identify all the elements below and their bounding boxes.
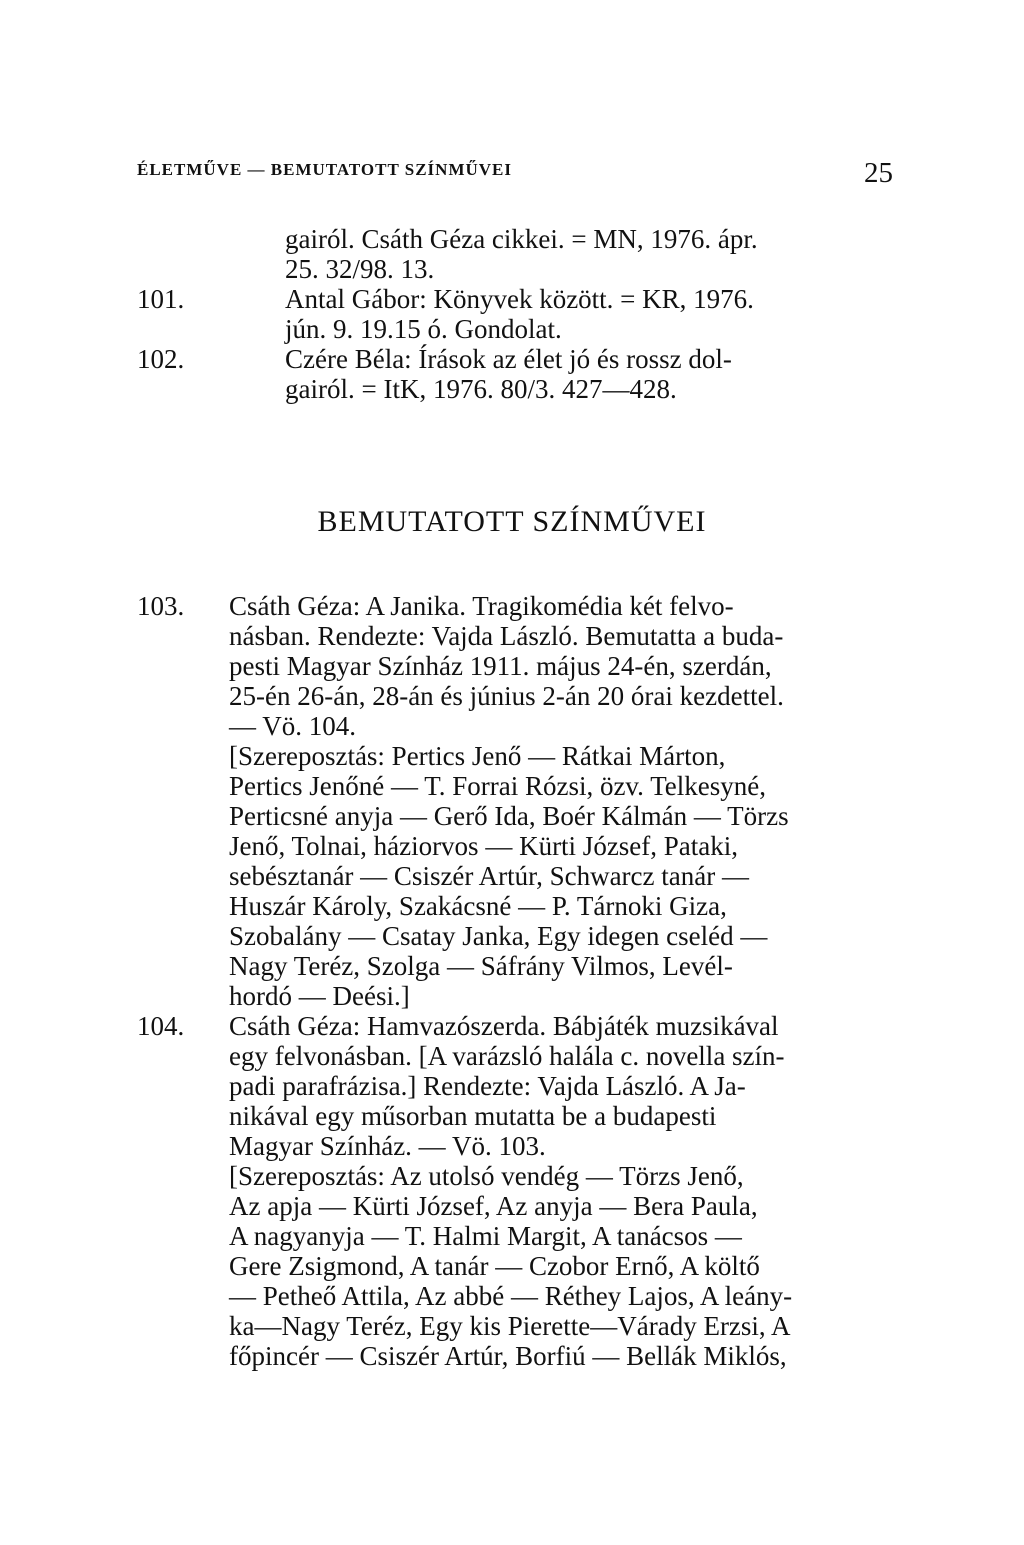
entry-line xyxy=(137,1221,897,1251)
entry-line xyxy=(137,891,897,921)
entry-text: Gere Zsigmond, A tanár — Czobor Ernő, A költő xyxy=(229,1251,760,1281)
entry-text: A nagyanyja — T. Halmi Margit, A tanácsos — xyxy=(229,1221,742,1251)
entry-text: Magyar Színház. — Vö. 103. xyxy=(229,1131,546,1161)
entry-line xyxy=(137,861,897,891)
entry-line xyxy=(137,1041,897,1071)
entry-text: Csáth Géza: A Janika. Tragikomédia két felvo- xyxy=(229,591,734,621)
entry-text: — Vö. 104. xyxy=(229,711,357,741)
performed-plays-list xyxy=(137,591,897,1371)
entry-text: Pertics Jenőné — T. Forrai Rózsi, özv. Telkesyné, xyxy=(229,771,767,801)
entry-line xyxy=(137,711,897,741)
entry-text: Jenő, Tolnai, háziorvos — Kürti József, Pataki, xyxy=(229,831,739,861)
entry-line xyxy=(137,224,897,254)
entry-line xyxy=(137,284,897,314)
entry-text: padi parafrázisa.] Rendezte: Vajda László. A Ja- xyxy=(229,1071,746,1101)
entry-first-line xyxy=(137,1011,897,1041)
entry-text: Az apja — Kürti József, Az anyja — Bera Paula, xyxy=(229,1191,758,1221)
entry-line xyxy=(137,1251,897,1281)
entry-line xyxy=(137,344,897,374)
entry-text: nikával egy műsorban mutatta be a budapesti xyxy=(229,1101,717,1131)
entry-line xyxy=(137,921,897,951)
entry-number: 102. xyxy=(137,344,185,374)
entry-line xyxy=(137,981,897,1011)
entry-text: gairól. Csáth Géza cikkei. = MN, 1976. ápr. xyxy=(285,224,758,254)
page-number: 25 xyxy=(864,157,893,189)
entry-line xyxy=(137,1101,897,1131)
entry-number: 103. xyxy=(137,591,185,621)
entry-text: sebésztanár — Csiszér Artúr, Schwarcz tanár — xyxy=(229,861,749,891)
entry-line xyxy=(137,651,897,681)
entry-line xyxy=(137,1071,897,1101)
entry-text: Czére Béla: Írások az élet jó és rossz dol- xyxy=(285,344,732,374)
entry-text: — Petheő Attila, Az abbé — Réthey Lajos, A leány- xyxy=(229,1281,793,1311)
entry-text: Perticsné anyja — Gerő Ida, Boér Kálmán — Törzs xyxy=(229,801,789,831)
entry-line xyxy=(137,741,897,771)
running-head: ÉLETMŰVE — BEMUTATOTT SZÍNMŰVEI xyxy=(137,160,513,179)
entry-line xyxy=(137,1131,897,1161)
entry-text: 25. 32/98. 13. xyxy=(285,254,435,284)
entry-line xyxy=(137,1341,897,1371)
entry-text: násban. Rendezte: Vajda László. Bemutatta a buda- xyxy=(229,621,784,651)
entry-text: jún. 9. 19.15 ó. Gondolat. xyxy=(285,314,562,344)
entry-line xyxy=(137,831,897,861)
section-title: BEMUTATOTT SZÍNMŰVEI xyxy=(317,505,707,538)
entry-line xyxy=(137,801,897,831)
entry-text: hordó — Deési.] xyxy=(229,981,410,1011)
entry-text: Szobalány — Csatay Janka, Egy idegen cseléd — xyxy=(229,921,768,951)
entry-text: Csáth Géza: Hamvazószerda. Bábjáték muzsikával xyxy=(229,1011,779,1041)
entry-line xyxy=(137,771,897,801)
entry-text: egy felvonásban. [A varázsló halála c. novella szín- xyxy=(229,1041,785,1071)
entry-text: Nagy Teréz, Szolga — Sáfrány Vilmos, Levél- xyxy=(229,951,733,981)
entry-number: 101. xyxy=(137,284,185,314)
entry-line xyxy=(137,1281,897,1311)
entry-line xyxy=(137,621,897,651)
entry-text: főpincér — Csiszér Artúr, Borfiú — Bellák Miklós, xyxy=(229,1341,787,1371)
entry-text: [Szereposztás: Pertics Jenő — Rátkai Márton, xyxy=(229,741,726,771)
top-entries xyxy=(137,224,897,404)
entry-line xyxy=(137,1311,897,1341)
entry-line xyxy=(137,1191,897,1221)
entry-text: pesti Magyar Színház 1911. május 24-én, szerdán, xyxy=(229,651,772,681)
entry-line xyxy=(137,314,897,344)
entry-line xyxy=(137,1161,897,1191)
entry-first-line xyxy=(137,591,897,621)
entry-text: ka—Nagy Teréz, Egy kis Pierette—Várady Erzsi, A xyxy=(229,1311,791,1341)
entry-text: Antal Gábor: Könyvek között. = KR, 1976. xyxy=(285,284,754,314)
entry-text: [Szereposztás: Az utolsó vendég — Törzs Jenő, xyxy=(229,1161,744,1191)
entry-line xyxy=(137,681,897,711)
entry-line xyxy=(137,374,897,404)
entry-text: gairól. = ItK, 1976. 80/3. 427—428. xyxy=(285,374,677,404)
entry-number: 104. xyxy=(137,1011,185,1041)
entry-text: Huszár Károly, Szakácsné — P. Tárnoki Giza, xyxy=(229,891,727,921)
entry-text: 25-én 26-án, 28-án és június 2-án 20 órai kezdettel. xyxy=(229,681,784,711)
entry-line xyxy=(137,951,897,981)
entry-line xyxy=(137,254,897,284)
